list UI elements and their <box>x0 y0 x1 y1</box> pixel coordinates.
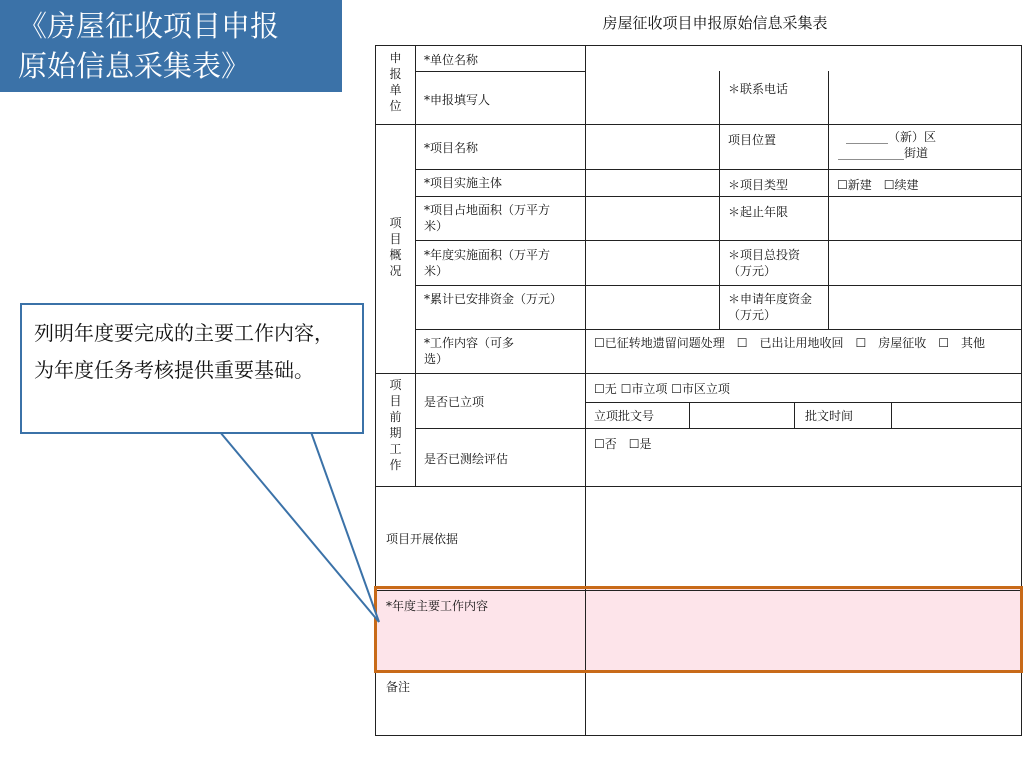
label-work-content: *工作内容（可多选） <box>424 336 515 366</box>
label-approval-doc-no: 立项批文号 <box>594 409 655 423</box>
label-project-type: ＊项目类型 <box>728 178 789 192</box>
label-annual-main-work: *年度主要工作内容 <box>386 599 489 613</box>
label-remarks: 备注 <box>386 680 411 694</box>
label-applicant-writer: *申报填写人 <box>424 93 491 107</box>
banner-line-2: 原始信息采集表》 <box>18 49 251 83</box>
label-total-investment: ＊项目总投资（万元） <box>728 248 801 278</box>
section-applicant-label: 申 报 单 位 <box>389 51 402 113</box>
form-title: 房屋征收项目申报原始信息采集表 <box>602 14 828 32</box>
project-location-district: _______（新）区 <box>846 130 937 144</box>
label-annual-area: *年度实施面积（万平方米） <box>424 248 551 278</box>
survey-options[interactable]: ☐否 ☐是 <box>594 437 652 451</box>
label-land-area: *项目占地面积（万平方米） <box>424 203 551 233</box>
label-is-approved: 是否已立项 <box>424 395 485 409</box>
label-project-name: *项目名称 <box>424 141 479 155</box>
label-basis: 项目开展依据 <box>386 532 459 546</box>
label-annual-funds: ＊申请年度资金（万元） <box>728 292 813 322</box>
banner-line-1: 《房屋征收项目申报 <box>18 9 280 43</box>
work-content-options[interactable]: ☐已征转地遗留问题处理 ☐ 已出让用地收回 ☐ 房屋征收 ☐ 其他 <box>594 336 986 350</box>
approval-options[interactable]: ☐无 ☐市立项 ☐市区立项 <box>594 382 730 396</box>
label-project-location: 项目位置 <box>728 133 777 147</box>
callout-note: 列明年度要完成的主要工作内容，为年度任务考核提供重要基础。 <box>20 303 364 434</box>
label-start-end-years: ＊起止年限 <box>728 205 789 219</box>
label-approval-time: 批文时间 <box>805 409 854 423</box>
label-is-surveyed: 是否已测绘评估 <box>424 452 509 466</box>
section-overview-label: 项 目 概 况 <box>389 216 402 278</box>
project-location-street: ___________街道 <box>838 146 929 160</box>
label-cumulative-funds: *累计已安排资金（万元） <box>424 292 563 306</box>
label-implementer: *项目实施主体 <box>424 176 503 190</box>
label-contact-phone: ＊联系电话 <box>728 82 789 96</box>
section-preliminary-label: 项 目 前 期 工 作 <box>389 378 402 472</box>
project-type-options[interactable]: ☐新建 ☐续建 <box>837 178 919 192</box>
label-unit-name: *单位名称 <box>424 53 479 67</box>
